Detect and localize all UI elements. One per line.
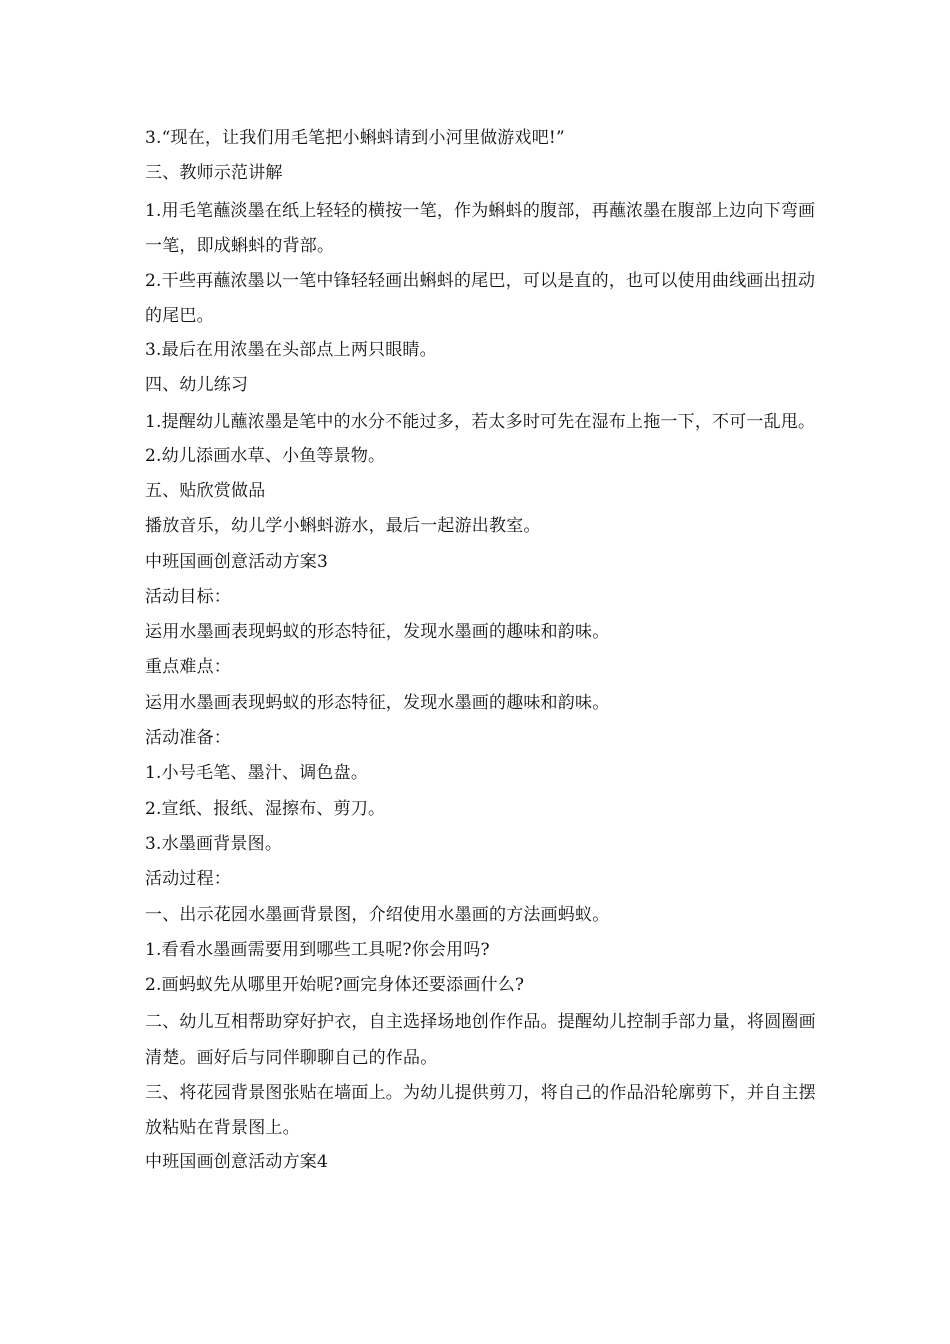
section-heading: 三、教师示范讲解: [145, 163, 283, 184]
paragraph: 三、将花园背景图张贴在墙面上。为幼儿提供剪刀，将自己的作品沿轮廓剪下，并自主摆放粘贴在背景图上。: [145, 1083, 816, 1139]
paragraph-line: 3.最后在用浓墨在头部点上两只眼睛。: [145, 339, 437, 360]
paragraph-line: 一、出示花园水墨画背景图，介绍使用水墨画的方法画蚂蚁。: [145, 904, 610, 925]
section-heading: 五、贴欣赏做品: [145, 480, 266, 501]
plan-title: 中班国画创意活动方案3: [145, 551, 329, 572]
paragraph-line: 运用水墨画表现蚂蚁的形态特征，发现水墨画的趣味和韵味。: [145, 692, 610, 713]
paragraph: 1.用毛笔蘸淡墨在纸上轻轻的横按一笔，作为蝌蚪的腹部，再蘸浓墨在腹部上边向下弯画一笔，即成蝌蚪的背部。: [145, 200, 816, 256]
section-heading: 四、幼儿练习: [145, 375, 249, 396]
list-item: 2.画蚂蚁先从哪里开始呢?画完身体还要添画什么?: [145, 975, 525, 996]
paragraph: 二、幼儿互相帮助穿好护衣，自主选择场地创作作品。提醒幼儿控制手部力量，将圆圈画清楚。画好后与同伴聊聊自己的作品。: [145, 1012, 816, 1068]
list-item: 1.看看水墨画需要用到哪些工具呢?你会用吗?: [145, 939, 490, 960]
paragraph-line: 运用水墨画表现蚂蚁的形态特征，发现水墨画的趣味和韵味。: [145, 622, 610, 643]
document-body: [145, 123, 820, 1182]
list-item: 1.小号毛笔、墨汁、调色盘。: [145, 763, 369, 784]
section-heading: 活动目标：: [145, 586, 231, 607]
section-heading: 活动过程：: [145, 869, 231, 890]
paragraph: 2.干些再蘸浓墨以一笔中锋轻轻画出蝌蚪的尾巴，可以是直的，也可以使用曲线画出扭动的尾巴。: [145, 271, 816, 327]
section-heading: 重点难点：: [145, 657, 231, 678]
paragraph-line: 播放音乐，幼儿学小蝌蚪游水，最后一起游出教室。: [145, 516, 541, 537]
list-item: 3.水墨画背景图。: [145, 833, 283, 854]
paragraph-line: 2.幼儿添画水草、小鱼等景物。: [145, 445, 386, 466]
list-item: 2.宣纸、报纸、湿擦布、剪刀。: [145, 798, 386, 819]
plan-title: 中班国画创意活动方案4: [145, 1151, 329, 1172]
paragraph-line: 3.“现在，让我们用毛笔把小蝌蚪请到小河里做游戏吧!”: [145, 128, 565, 148]
section-heading: 活动准备：: [145, 728, 231, 749]
paragraph: 1.提醒幼儿蘸浓墨是笔中的水分不能过多，若太多时可先在湿布上拖一下，不可一乱甩。: [145, 412, 816, 433]
